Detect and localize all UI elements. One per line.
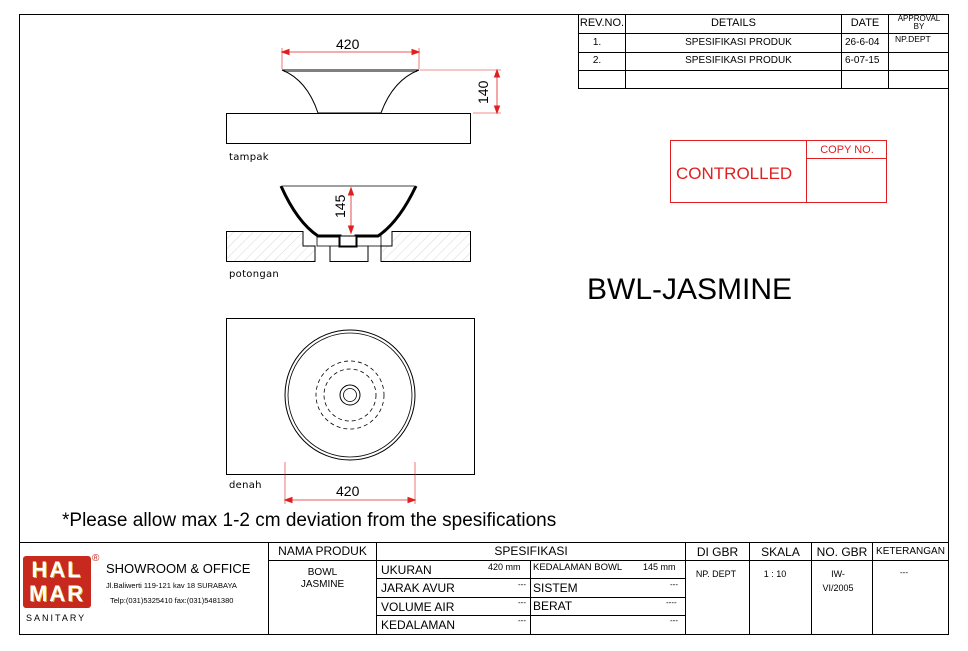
model-name: BWL-JASMINE	[587, 273, 793, 306]
rev-row-2-details: SPESIFIKASI PRODUK	[685, 55, 792, 66]
scale-header: SKALA	[761, 545, 800, 559]
drawing-no-line-2: VI/2005	[822, 583, 854, 593]
rev-row-1-approval: NP.DEPT	[895, 34, 931, 44]
drawing-frame	[20, 15, 949, 635]
spec-ukuran-label: UKURAN	[381, 563, 432, 577]
dimension-depth-label: 145	[332, 194, 348, 218]
controlled-stamp: CONTROLLED	[676, 164, 793, 183]
scale-value: 1 : 10	[763, 569, 787, 579]
spec-kedalaman-bowl-label: KEDALAMAN BOWL	[533, 562, 623, 573]
plan-view	[227, 319, 475, 475]
front-view	[227, 70, 471, 144]
rev-row-1-details: SPESIFIKASI PRODUK	[685, 37, 792, 48]
halmar-logo	[23, 553, 100, 608]
spec-kedalaman-bowl-value: 145 mm	[643, 562, 676, 572]
rev-row-2-no: 2.	[592, 55, 602, 66]
rev-row-1-date: 26-6-04	[845, 37, 880, 48]
spec-header: SPESIFIKASI	[494, 544, 568, 558]
section-view-label: potongan	[229, 269, 280, 280]
dimension-height-label: 140	[475, 80, 491, 104]
office-address: Jl.Baliwerti 119-121 kav 18 SURABAYA	[106, 581, 237, 590]
bowl-hidden-base	[316, 361, 384, 429]
deviation-note: *Please allow max 1-2 cm deviation from the spesifications	[62, 510, 557, 531]
spec-berat-value: ----	[666, 598, 677, 607]
product-name-line-1: BOWL	[307, 567, 338, 578]
remarks-value: ---	[900, 568, 908, 577]
remarks-header: KETERANGAN	[876, 546, 945, 557]
spec-ukuran-value: 420 mm	[488, 562, 521, 572]
spec-sistem-value: ---	[670, 580, 678, 589]
drawn-by-value: NP. DEPT	[695, 569, 737, 579]
front-view-label: tampak	[229, 152, 269, 163]
rev-header: REV.NO.	[579, 17, 625, 29]
spec-volume-air-label: VOLUME AIR	[381, 600, 455, 614]
plan-view-label: denah	[229, 480, 262, 491]
office-title: SHOWROOM & OFFICE	[106, 561, 251, 576]
spec-blank-value: ---	[670, 616, 678, 625]
spec-kedalaman-value: ---	[518, 616, 526, 625]
approval-header: APPROVAL BY	[897, 14, 941, 31]
logo-tagline: SANITARY	[26, 613, 87, 623]
details-header: DETAILS	[710, 17, 757, 29]
dimension-top-width-label: 420	[336, 36, 360, 52]
countertop-section	[227, 232, 316, 262]
spec-volume-air-value: ---	[518, 598, 526, 607]
registered-mark: ®	[92, 553, 100, 564]
spec-kedalaman-label: KEDALAMAN	[381, 618, 456, 632]
drawing-no-header: NO. GBR	[816, 545, 868, 559]
copy-no-label: COPY NO.	[820, 144, 874, 156]
product-name-line-2: JASMINE	[300, 579, 345, 590]
date-header: DATE	[850, 17, 880, 29]
drawn-by-header: DI GBR	[696, 545, 739, 559]
logo-line-1: HAL	[31, 557, 83, 582]
rev-row-2-date: 6-07-15	[845, 55, 880, 66]
dimension-depth	[349, 188, 354, 233]
spec-jarak-avur-label: JARAK AVUR	[381, 581, 455, 595]
drain-hole	[340, 385, 360, 405]
section-view	[227, 186, 471, 262]
product-name-header: NAMA PRODUK	[278, 544, 367, 558]
countertop-front	[227, 114, 471, 144]
spec-sistem-label: SISTEM	[533, 581, 578, 595]
spec-berat-label: BERAT	[533, 599, 573, 613]
drawing-no-line-1: IW-	[831, 569, 845, 579]
office-phone: Telp:(031)5325410 fax:(031)5481380	[110, 596, 234, 605]
logo-line-2: MAR	[28, 581, 86, 606]
rev-row-1-no: 1.	[592, 37, 602, 48]
dimension-plan-width-label: 420	[336, 483, 360, 499]
spec-jarak-avur-value: ---	[518, 580, 526, 589]
bowl-front-outline	[282, 70, 419, 113]
countertop-plan	[227, 319, 475, 475]
bowl-rim-outer	[285, 330, 415, 460]
